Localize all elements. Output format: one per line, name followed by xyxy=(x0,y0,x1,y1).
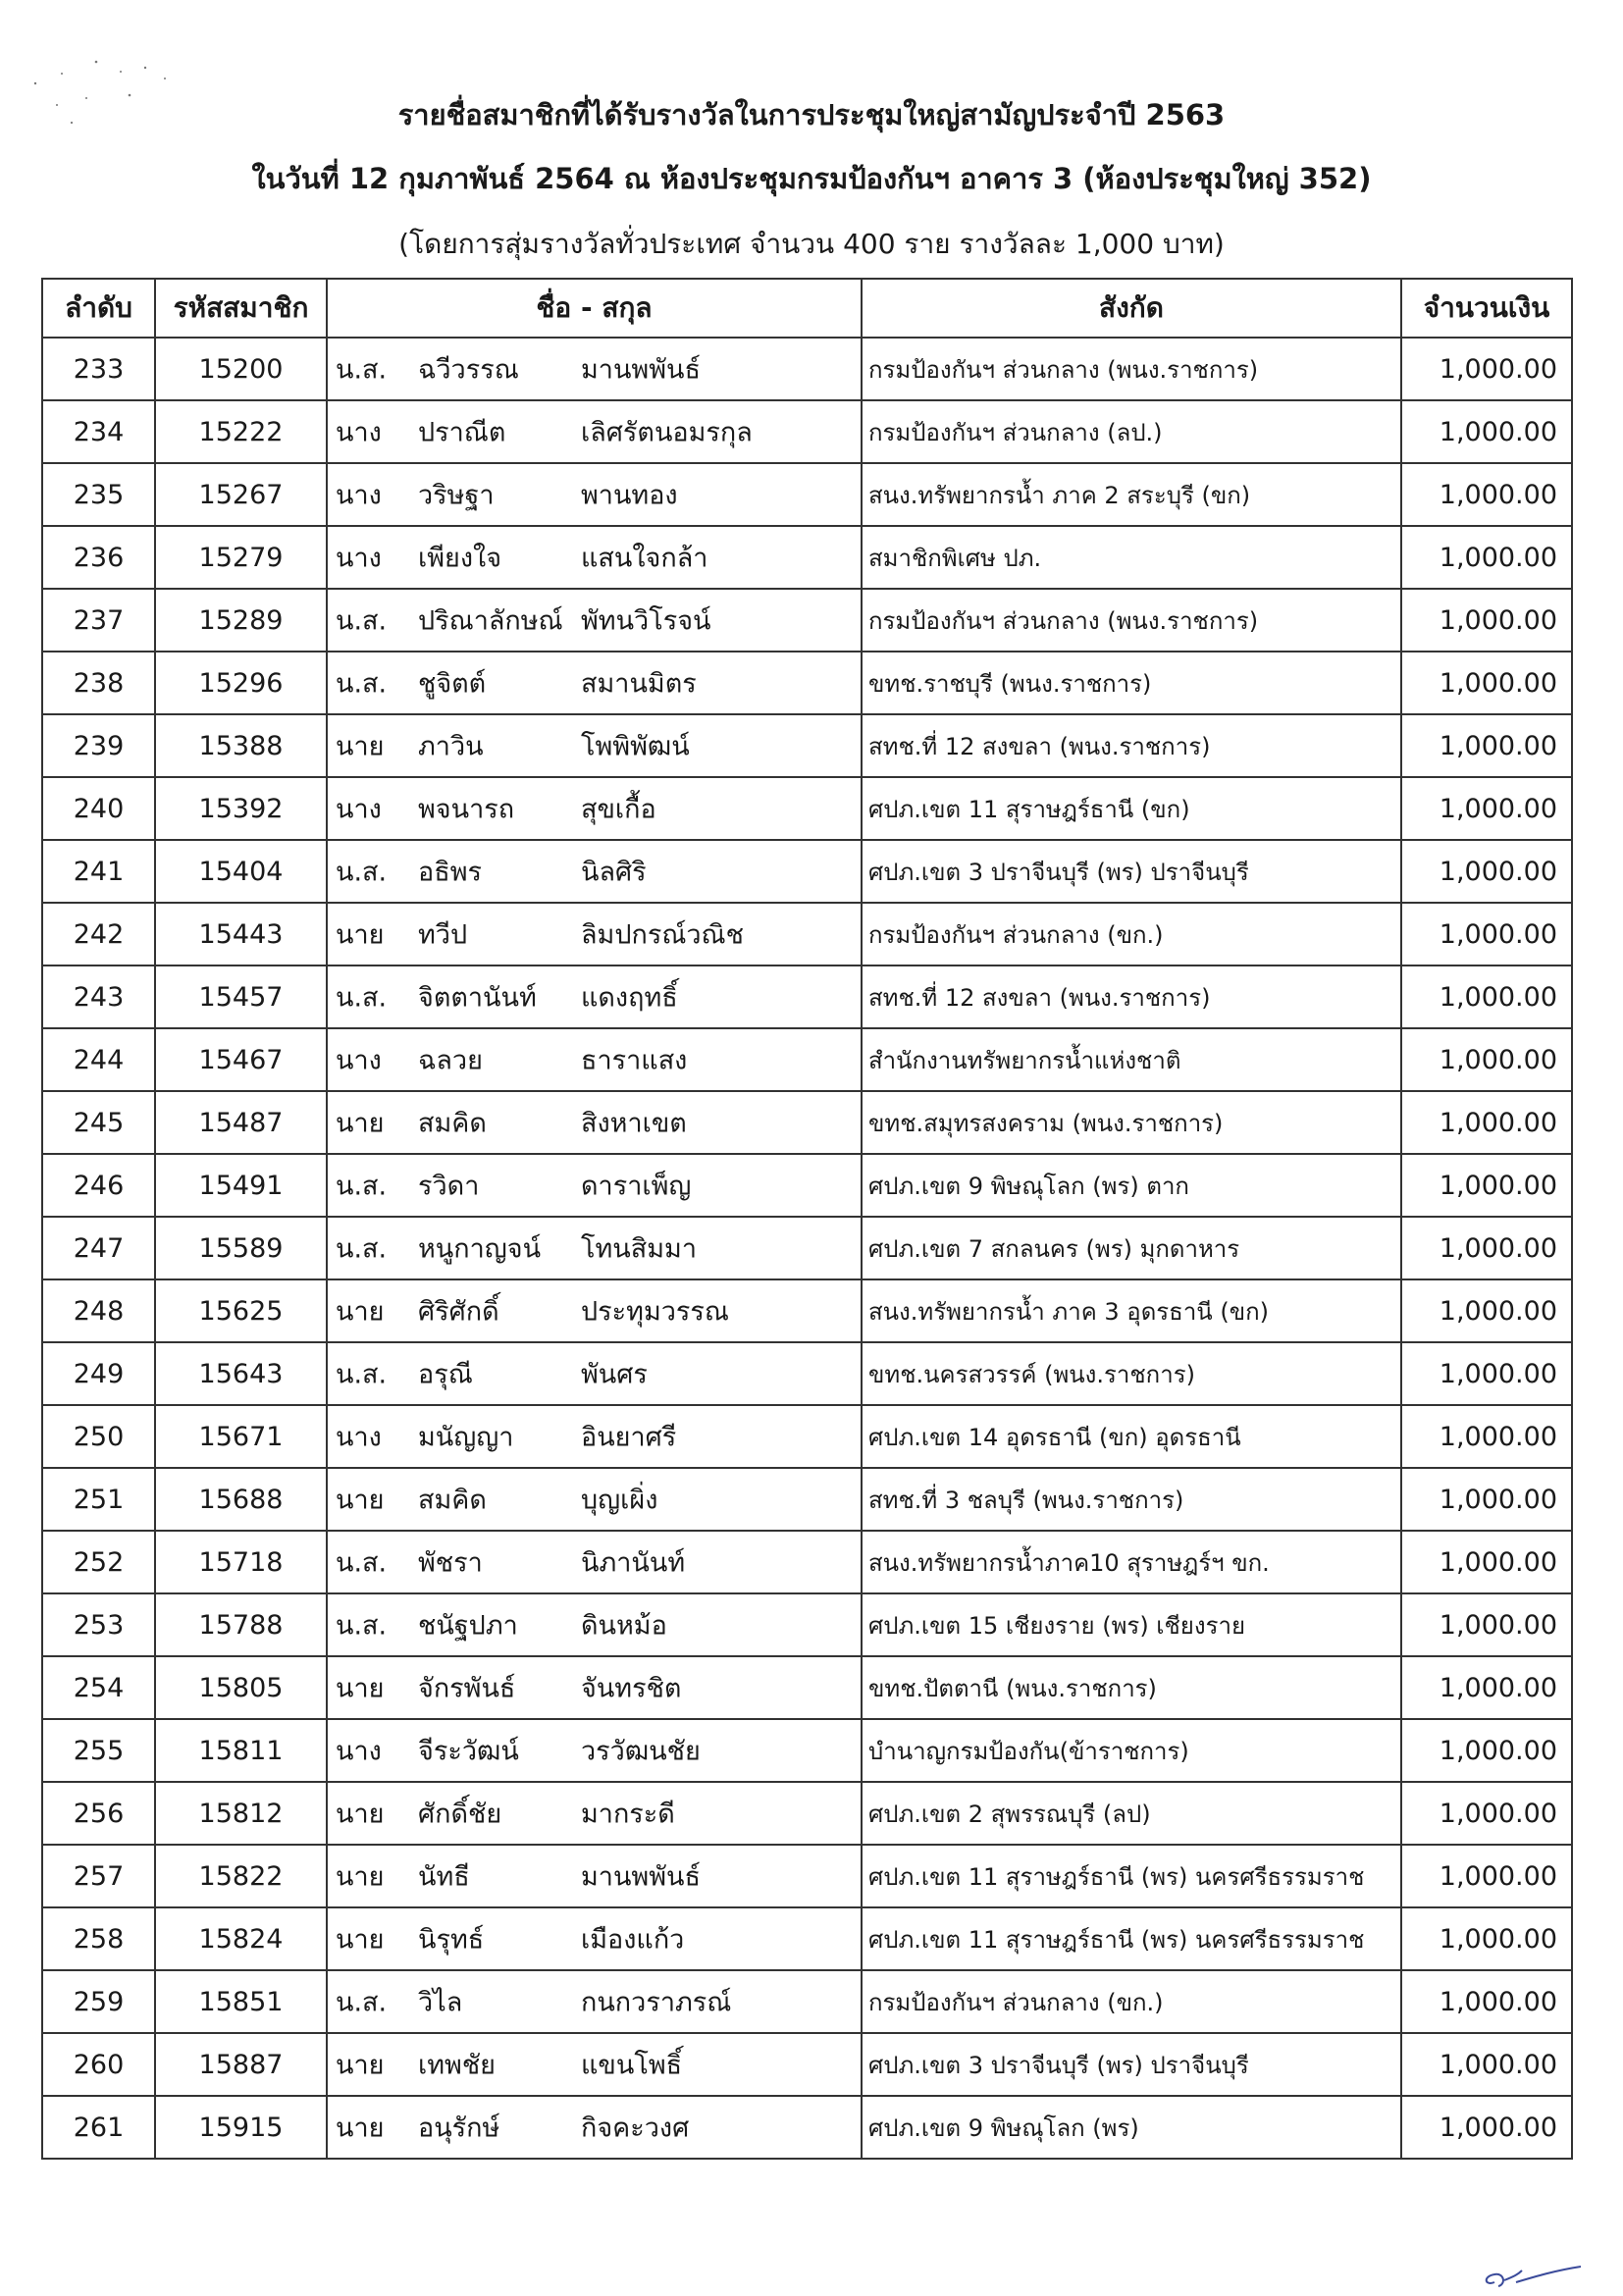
amount: 1,000.00 xyxy=(1401,965,1572,1028)
amount: 1,000.00 xyxy=(1401,1028,1572,1091)
name-prefix: นาย xyxy=(336,1296,385,1328)
row-number: 243 xyxy=(42,965,155,1028)
member-name xyxy=(327,1279,862,1342)
name-prefix: นาย xyxy=(336,1861,385,1893)
member-id: 15267 xyxy=(155,463,327,526)
amount: 1,000.00 xyxy=(1401,1279,1572,1342)
last-name: มานพพันธ์ xyxy=(581,354,701,386)
row-number: 251 xyxy=(42,1468,155,1531)
affiliation: สนง.ทรัพยากรน้ำภาค10 สุราษฎร์ฯ ขก. xyxy=(862,1531,1401,1593)
document-title-line2: ในวันที่ 12 กุมภาพันธ์ 2564 ณ ห้องประชุมกรมป้องกันฯ อาคาร 3 (ห้องประชุมใหญ่ 352) xyxy=(251,162,1372,195)
last-name: เมืองแก้ว xyxy=(581,1924,685,1956)
table-row xyxy=(42,1154,1572,1217)
table-row xyxy=(42,400,1572,463)
first-name: อธิพร xyxy=(418,857,482,888)
row-number: 257 xyxy=(42,1845,155,1907)
last-name: ดินหม้อ xyxy=(581,1610,667,1642)
member-name xyxy=(327,1970,862,2033)
table-row xyxy=(42,526,1572,589)
member-id: 15457 xyxy=(155,965,327,1028)
member-name xyxy=(327,1342,862,1405)
row-number: 238 xyxy=(42,652,155,714)
member-id: 15392 xyxy=(155,777,327,840)
member-id: 15388 xyxy=(155,714,327,777)
document-subtitle: (โดยการสุ่มรางวัลทั่วประเทศ จำนวน 400 ราย รางวัลละ 1,000 บาท) xyxy=(398,228,1225,260)
column-header-amount: จำนวนเงิน xyxy=(1401,279,1572,338)
last-name: ประทุมวรรณ xyxy=(581,1296,729,1328)
member-name xyxy=(327,652,862,714)
member-name xyxy=(327,1405,862,1468)
affiliation: สทช.ที่ 3 ชลบุรี (พนง.ราชการ) xyxy=(862,1468,1401,1531)
first-name: พัชรา xyxy=(418,1547,483,1579)
name-prefix: นาง xyxy=(336,1736,382,1767)
amount: 1,000.00 xyxy=(1401,589,1572,652)
member-id: 15200 xyxy=(155,338,327,400)
member-id: 15491 xyxy=(155,1154,327,1217)
last-name: แดงฤทธิ์ xyxy=(581,982,678,1014)
name-prefix: นาง xyxy=(336,1045,382,1076)
affiliation: ศปภ.เขต 15 เชียงราย (พร) เชียงราย xyxy=(862,1593,1401,1656)
last-name: ดาราเพ็ญ xyxy=(581,1171,692,1202)
column-header-name: ชื่อ - สกุล xyxy=(327,279,862,338)
last-name: โพพิพัฒน์ xyxy=(581,731,690,762)
affiliation: ศปภ.เขต 7 สกลนคร (พร) มุกดาหาร xyxy=(862,1217,1401,1279)
table-row xyxy=(42,1907,1572,1970)
member-name xyxy=(327,777,862,840)
name-prefix: น.ส. xyxy=(336,1547,388,1579)
member-id: 15289 xyxy=(155,589,327,652)
table-body xyxy=(42,338,1572,2159)
amount: 1,000.00 xyxy=(1401,1405,1572,1468)
affiliation: ศปภ.เขต 11 สุราษฎร์ธานี (พร) นครศรีธรรมราช xyxy=(862,1845,1401,1907)
first-name: เทพชัย xyxy=(418,2050,496,2081)
name-prefix: นาย xyxy=(336,1108,385,1139)
amount: 1,000.00 xyxy=(1401,1593,1572,1656)
affiliation: กรมป้องกันฯ ส่วนกลาง (ขก.) xyxy=(862,1970,1401,2033)
first-name: จิตตานันท์ xyxy=(418,982,537,1014)
amount: 1,000.00 xyxy=(1401,1468,1572,1531)
affiliation: กรมป้องกันฯ ส่วนกลาง (ลป.) xyxy=(862,400,1401,463)
row-number: 253 xyxy=(42,1593,155,1656)
name-prefix: นาง xyxy=(336,794,382,825)
name-prefix: น.ส. xyxy=(336,1610,388,1642)
amount: 1,000.00 xyxy=(1401,840,1572,903)
amount: 1,000.00 xyxy=(1401,1907,1572,1970)
last-name: พานทอง xyxy=(581,480,678,511)
table-row xyxy=(42,1091,1572,1154)
name-prefix: นาย xyxy=(336,1799,385,1830)
member-id: 15404 xyxy=(155,840,327,903)
amount: 1,000.00 xyxy=(1401,652,1572,714)
name-prefix: น.ส. xyxy=(336,668,388,700)
member-id: 15279 xyxy=(155,526,327,589)
member-id: 15487 xyxy=(155,1091,327,1154)
table-row xyxy=(42,1028,1572,1091)
last-name: แสนใจกล้า xyxy=(581,543,708,574)
name-prefix: น.ส. xyxy=(336,982,388,1014)
name-prefix: น.ส. xyxy=(336,605,388,637)
amount: 1,000.00 xyxy=(1401,903,1572,965)
first-name: ทวีป xyxy=(418,919,468,951)
amount: 1,000.00 xyxy=(1401,526,1572,589)
member-id: 15467 xyxy=(155,1028,327,1091)
row-number: 249 xyxy=(42,1342,155,1405)
member-name xyxy=(327,1907,862,1970)
member-id: 15812 xyxy=(155,1782,327,1845)
members-table xyxy=(41,278,1573,2160)
last-name: ธาราแสง xyxy=(581,1045,688,1076)
affiliation: สำนักงานทรัพยากรน้ำแห่งชาติ xyxy=(862,1028,1401,1091)
member-id: 15222 xyxy=(155,400,327,463)
table-row xyxy=(42,1845,1572,1907)
member-name xyxy=(327,1217,862,1279)
amount: 1,000.00 xyxy=(1401,1154,1572,1217)
row-number: 239 xyxy=(42,714,155,777)
table-row xyxy=(42,777,1572,840)
amount: 1,000.00 xyxy=(1401,1656,1572,1719)
document-title: รายชื่อสมาชิกที่ได้รับรางวัลในการประชุมใหญ่สามัญประจำปี 2563 xyxy=(397,98,1226,131)
member-id: 15443 xyxy=(155,903,327,965)
affiliation: ขทช.สมุทรสงคราม (พนง.ราชการ) xyxy=(862,1091,1401,1154)
name-prefix: นาย xyxy=(336,1673,385,1704)
table-row xyxy=(42,1217,1572,1279)
amount: 1,000.00 xyxy=(1401,1217,1572,1279)
member-name xyxy=(327,1028,862,1091)
last-name: โทนสิมมา xyxy=(581,1233,697,1265)
affiliation: ศปภ.เขต 3 ปราจีนบุรี (พร) ปราจีนบุรี xyxy=(862,840,1401,903)
row-number: 247 xyxy=(42,1217,155,1279)
first-name: อรุณี xyxy=(418,1359,473,1390)
first-name: รวิดา xyxy=(418,1171,480,1202)
first-name: วิไล xyxy=(418,1987,463,2018)
last-name: สมานมิตร xyxy=(581,668,697,700)
table-row xyxy=(42,589,1572,652)
row-number: 261 xyxy=(42,2096,155,2159)
table-row xyxy=(42,2096,1572,2159)
member-name xyxy=(327,840,862,903)
last-name: จันทรชิต xyxy=(581,1673,682,1704)
table-row xyxy=(42,652,1572,714)
row-number: 260 xyxy=(42,2033,155,2096)
affiliation: ศปภ.เขต 11 สุราษฎร์ธานี (ขก) xyxy=(862,777,1401,840)
row-number: 254 xyxy=(42,1656,155,1719)
first-name: ฉลวย xyxy=(418,1045,483,1076)
last-name: วรวัฒนชัย xyxy=(581,1736,701,1767)
first-name: นัทธี xyxy=(418,1861,470,1893)
table-row xyxy=(42,1531,1572,1593)
table-row xyxy=(42,1782,1572,1845)
table-row xyxy=(42,338,1572,400)
member-name xyxy=(327,965,862,1028)
column-header-no: ลำดับ xyxy=(42,279,155,338)
first-name: นิรุทธ์ xyxy=(418,1924,485,1956)
member-id: 15822 xyxy=(155,1845,327,1907)
member-name xyxy=(327,338,862,400)
affiliation: กรมป้องกันฯ ส่วนกลาง (ขก.) xyxy=(862,903,1401,965)
member-name xyxy=(327,400,862,463)
row-number: 255 xyxy=(42,1719,155,1782)
member-name xyxy=(327,1468,862,1531)
affiliation: บำนาญกรมป้องกัน(ข้าราชการ) xyxy=(862,1719,1401,1782)
member-name xyxy=(327,1593,862,1656)
name-prefix: นาง xyxy=(336,1422,382,1453)
table-row xyxy=(42,1279,1572,1342)
table-row xyxy=(42,1970,1572,2033)
name-prefix: นาย xyxy=(336,2050,385,2081)
affiliation: ขทช.ราชบุรี (พนง.ราชการ) xyxy=(862,652,1401,714)
name-prefix: น.ส. xyxy=(336,1233,388,1265)
row-number: 246 xyxy=(42,1154,155,1217)
first-name: หนูกาญจน์ xyxy=(418,1233,542,1265)
table-row xyxy=(42,903,1572,965)
last-name: นิลศิริ xyxy=(581,857,647,888)
row-number: 236 xyxy=(42,526,155,589)
member-name xyxy=(327,526,862,589)
name-prefix: นาย xyxy=(336,919,385,951)
last-name: กิจคะวงศ xyxy=(581,2113,690,2144)
member-name xyxy=(327,2033,862,2096)
member-id: 15671 xyxy=(155,1405,327,1468)
row-number: 242 xyxy=(42,903,155,965)
last-name: อินยาศรี xyxy=(581,1422,677,1453)
first-name: สมคิด xyxy=(418,1485,487,1516)
row-number: 244 xyxy=(42,1028,155,1091)
amount: 1,000.00 xyxy=(1401,714,1572,777)
member-id: 15915 xyxy=(155,2096,327,2159)
name-prefix: นาย xyxy=(336,731,385,762)
table-row xyxy=(42,1405,1572,1468)
table-header-row xyxy=(42,279,1572,338)
name-prefix: น.ส. xyxy=(336,1987,388,2018)
last-name: มากระดี xyxy=(581,1799,675,1830)
row-number: 235 xyxy=(42,463,155,526)
amount: 1,000.00 xyxy=(1401,1845,1572,1907)
first-name: มนัญญา xyxy=(418,1422,514,1453)
first-name: ศิริศักดิ์ xyxy=(418,1296,499,1328)
member-name xyxy=(327,1656,862,1719)
first-name: ฉวีวรรณ xyxy=(418,354,519,386)
amount: 1,000.00 xyxy=(1401,2096,1572,2159)
member-id: 15887 xyxy=(155,2033,327,2096)
affiliation: กรมป้องกันฯ ส่วนกลาง (พนง.ราชการ) xyxy=(862,589,1401,652)
row-number: 256 xyxy=(42,1782,155,1845)
member-id: 15589 xyxy=(155,1217,327,1279)
name-prefix: นาง xyxy=(336,480,382,511)
row-number: 245 xyxy=(42,1091,155,1154)
name-prefix: นาง xyxy=(336,417,382,448)
amount: 1,000.00 xyxy=(1401,400,1572,463)
row-number: 234 xyxy=(42,400,155,463)
first-name: สมคิด xyxy=(418,1108,487,1139)
amount: 1,000.00 xyxy=(1401,463,1572,526)
last-name: แขนโพธิ์ xyxy=(581,2050,683,2081)
affiliation: สทช.ที่ 12 สงขลา (พนง.ราชการ) xyxy=(862,965,1401,1028)
affiliation: ศปภ.เขต 3 ปราจีนบุรี (พร) ปราจีนบุรี xyxy=(862,2033,1401,2096)
amount: 1,000.00 xyxy=(1401,1719,1572,1782)
name-prefix: น.ส. xyxy=(336,354,388,386)
name-prefix: นาย xyxy=(336,1485,385,1516)
amount: 1,000.00 xyxy=(1401,1342,1572,1405)
member-name xyxy=(327,1845,862,1907)
first-name: อนุรักษ์ xyxy=(418,2113,500,2144)
last-name: นิภานันท์ xyxy=(581,1547,686,1579)
name-prefix: น.ส. xyxy=(336,857,388,888)
member-id: 15824 xyxy=(155,1907,327,1970)
amount: 1,000.00 xyxy=(1401,1091,1572,1154)
row-number: 250 xyxy=(42,1405,155,1468)
table-row xyxy=(42,1719,1572,1782)
member-name xyxy=(327,589,862,652)
amount: 1,000.00 xyxy=(1401,2033,1572,2096)
amount: 1,000.00 xyxy=(1401,1970,1572,2033)
affiliation: สมาชิกพิเศษ ปภ. xyxy=(862,526,1401,589)
member-name xyxy=(327,1091,862,1154)
member-name xyxy=(327,1782,862,1845)
table-row xyxy=(42,1468,1572,1531)
affiliation: สนง.ทรัพยากรน้ำ ภาค 2 สระบุรี (ขก) xyxy=(862,463,1401,526)
table-row xyxy=(42,1342,1572,1405)
row-number: 248 xyxy=(42,1279,155,1342)
affiliation: สนง.ทรัพยากรน้ำ ภาค 3 อุดรธานี (ขก) xyxy=(862,1279,1401,1342)
last-name: กนกวราภรณ์ xyxy=(581,1987,732,2018)
member-id: 15296 xyxy=(155,652,327,714)
member-id: 15805 xyxy=(155,1656,327,1719)
first-name: ภาวิน xyxy=(418,731,484,762)
member-name xyxy=(327,1154,862,1217)
signature xyxy=(1477,2257,1585,2296)
affiliation: ศปภ.เขต 9 พิษณุโลก (พร) ตาก xyxy=(862,1154,1401,1217)
name-prefix: นาง xyxy=(336,543,382,574)
first-name: จีระวัฒน์ xyxy=(418,1736,519,1767)
member-name xyxy=(327,1531,862,1593)
last-name: พัทนวิโรจน์ xyxy=(581,605,711,637)
table-row xyxy=(42,1656,1572,1719)
table-row xyxy=(42,840,1572,903)
affiliation: กรมป้องกันฯ ส่วนกลาง (พนง.ราชการ) xyxy=(862,338,1401,400)
name-prefix: น.ส. xyxy=(336,1171,388,1202)
column-header-member-id: รหัสสมาชิก xyxy=(155,279,327,338)
amount: 1,000.00 xyxy=(1401,1531,1572,1593)
member-name xyxy=(327,2096,862,2159)
first-name: จักรพันธ์ xyxy=(418,1673,516,1704)
last-name: บุญเผิ่ง xyxy=(581,1485,658,1516)
member-id: 15811 xyxy=(155,1719,327,1782)
last-name: สิงหาเขต xyxy=(581,1108,687,1139)
row-number: 252 xyxy=(42,1531,155,1593)
affiliation: ศปภ.เขต 14 อุดรธานี (ขก) อุดรธานี xyxy=(862,1405,1401,1468)
name-prefix: น.ส. xyxy=(336,1359,388,1390)
last-name: เลิศรัตนอมรกุล xyxy=(581,417,753,448)
member-id: 15688 xyxy=(155,1468,327,1531)
name-prefix: นาย xyxy=(336,2113,385,2144)
amount: 1,000.00 xyxy=(1401,338,1572,400)
row-number: 240 xyxy=(42,777,155,840)
row-number: 258 xyxy=(42,1907,155,1970)
row-number: 241 xyxy=(42,840,155,903)
affiliation: ศปภ.เขต 11 สุราษฎร์ธานี (พร) นครศรีธรรมราช xyxy=(862,1907,1401,1970)
table-header xyxy=(42,279,1572,338)
affiliation: สทช.ที่ 12 สงขลา (พนง.ราชการ) xyxy=(862,714,1401,777)
row-number: 237 xyxy=(42,589,155,652)
first-name: เพียงใจ xyxy=(418,543,502,574)
member-id: 15788 xyxy=(155,1593,327,1656)
amount: 1,000.00 xyxy=(1401,1782,1572,1845)
first-name: ชนัฐปภา xyxy=(418,1610,518,1642)
affiliation: ศปภ.เขต 9 พิษณุโลก (พร) xyxy=(862,2096,1401,2159)
first-name: ชูจิตต์ xyxy=(418,668,487,700)
member-name xyxy=(327,463,862,526)
first-name: พจนารถ xyxy=(418,794,515,825)
name-prefix: นาย xyxy=(336,1924,385,1956)
member-id: 15851 xyxy=(155,1970,327,2033)
last-name: สุขเกื้อ xyxy=(581,794,656,825)
table-row xyxy=(42,2033,1572,2096)
column-header-affiliation: สังกัด xyxy=(862,279,1401,338)
first-name: ปริณาลักษณ์ xyxy=(418,605,563,637)
table-row xyxy=(42,463,1572,526)
row-number: 259 xyxy=(42,1970,155,2033)
affiliation: ศปภ.เขต 2 สุพรรณบุรี (ลป) xyxy=(862,1782,1401,1845)
first-name: ศักดิ์ชัย xyxy=(418,1799,502,1830)
first-name: วริษฐา xyxy=(418,480,495,511)
last-name: มานพพันธ์ xyxy=(581,1861,701,1893)
member-id: 15625 xyxy=(155,1279,327,1342)
member-id: 15718 xyxy=(155,1531,327,1593)
member-name xyxy=(327,903,862,965)
amount: 1,000.00 xyxy=(1401,777,1572,840)
member-id: 15643 xyxy=(155,1342,327,1405)
first-name: ปราณีต xyxy=(418,417,506,448)
table-row xyxy=(42,1593,1572,1656)
table-row xyxy=(42,965,1572,1028)
member-name xyxy=(327,714,862,777)
table-row xyxy=(42,714,1572,777)
last-name: พันศร xyxy=(581,1359,648,1390)
row-number: 233 xyxy=(42,338,155,400)
member-name xyxy=(327,1719,862,1782)
affiliation: ขทช.นครสวรรค์ (พนง.ราชการ) xyxy=(862,1342,1401,1405)
last-name: ลิมปกรณ์วณิช xyxy=(581,919,744,951)
affiliation: ขทช.ปัตตานี (พนง.ราชการ) xyxy=(862,1656,1401,1719)
